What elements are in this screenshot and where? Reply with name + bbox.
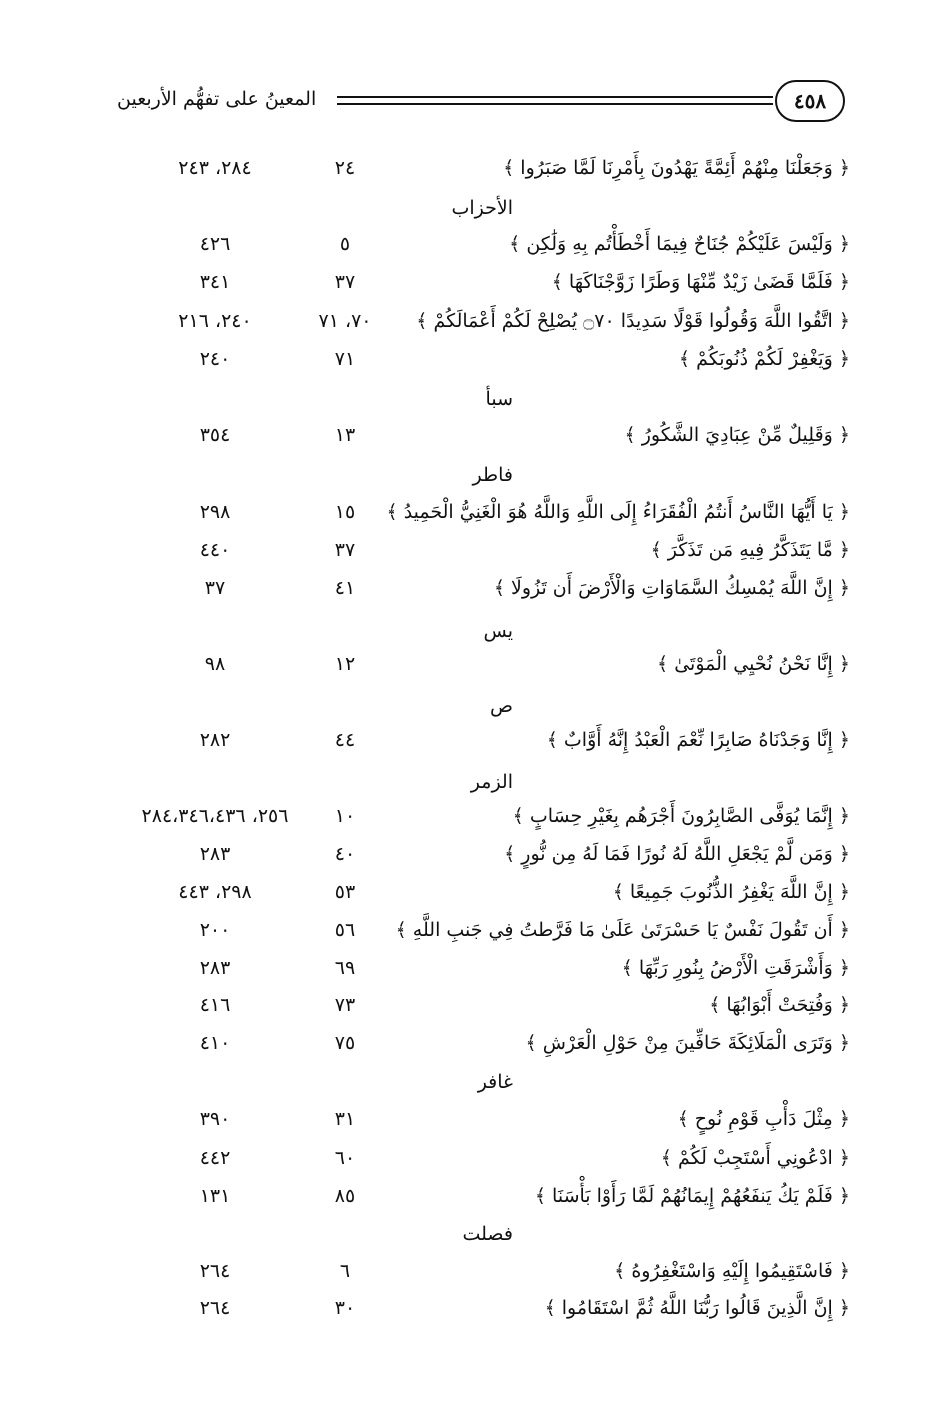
verse-text: ﴿ فَلَمَّا قَضَىٰ زَيْدٌ مِّنْهَا وَطَرًا زَوَّجْنَاكَهَا ﴾ bbox=[551, 271, 850, 293]
page-refs: ٢٨٣ bbox=[199, 957, 231, 979]
ayah-number: ٦ bbox=[339, 1260, 351, 1282]
ayah-number: ٢٤ bbox=[334, 157, 356, 179]
verse-row bbox=[0, 532, 945, 568]
verse-text: ﴿ وَيَغْفِرْ لَكُمْ ذُنُوبَكُمْ ﴾ bbox=[678, 348, 850, 370]
verse-row bbox=[0, 646, 945, 682]
ayah-number: ٥٦ bbox=[334, 919, 356, 941]
page-refs: ٢٤٠ bbox=[199, 348, 231, 370]
page-refs: ٢٨٢ bbox=[199, 729, 231, 751]
verse-text: ﴿ إِنَّ اللَّهَ يَغْفِرُ الذُّنُوبَ جَمِيعًا ﴾ bbox=[612, 881, 850, 903]
verse-text: ﴿ أَن تَقُولَ نَفْسٌ يَا حَسْرَتَىٰ عَلَىٰ مَا فَرَّطتُ فِي جَنبِ اللَّهِ ﴾ bbox=[395, 919, 850, 941]
page-refs: ٤٤٢ bbox=[199, 1147, 231, 1169]
page-refs: ٢٨٣ bbox=[199, 843, 231, 865]
ayah-number: ٣٧ bbox=[334, 539, 356, 561]
verse-text: ﴿ وَأَشْرَقَتِ الْأَرْضُ بِنُورِ رَبِّهَا ﴾ bbox=[621, 957, 850, 979]
surah-heading: فصلت bbox=[462, 1223, 513, 1245]
ayah-number: ٥ bbox=[339, 233, 351, 255]
verse-text: ﴿ وَجَعَلْنَا مِنْهُمْ أَئِمَّةً يَهْدُونَ بِأَمْرِنَا لَمَّا صَبَرُوا ﴾ bbox=[503, 157, 850, 179]
verse-text: ﴿ وَفُتِحَتْ أَبْوَابُهَا ﴾ bbox=[709, 994, 850, 1016]
page-header bbox=[105, 76, 845, 124]
verse-text: ﴿ ادْعُونِي أَسْتَجِبْ لَكُمْ ﴾ bbox=[660, 1147, 850, 1169]
page-refs: ٣٤١ bbox=[199, 271, 231, 293]
verse-row bbox=[0, 836, 945, 872]
ayah-number: ٤١ bbox=[334, 577, 356, 599]
ayah-number: ١٥ bbox=[334, 501, 356, 523]
ayah-number: ٣٧ bbox=[334, 271, 356, 293]
verse-text: ﴿ اتَّقُوا اللَّهَ وَقُولُوا قَوْلًا سَدِيدًا ۝٧٠ يُصْلِحْ لَكُمْ أَعْمَالَكُمْ ﴾ bbox=[416, 310, 850, 332]
verse-text: ﴿ يَا أَيُّهَا النَّاسُ أَنتُمُ الْفُقَرَاءُ إِلَى اللَّهِ وَاللَّهُ هُوَ الْغَنِيُّ الْحَمِيدُ ﴾ bbox=[386, 501, 850, 523]
verse-text: ﴿ وَقَلِيلٌ مِّنْ عِبَادِيَ الشَّكُورُ ﴾ bbox=[624, 424, 850, 446]
page-refs: ٢٦٤ bbox=[199, 1297, 231, 1319]
verse-text: ﴿ إِنَّ اللَّهَ يُمْسِكُ السَّمَاوَاتِ وَالْأَرْضَ أَن تَزُولَا ﴾ bbox=[493, 577, 850, 599]
verse-row bbox=[0, 1025, 945, 1061]
verse-row bbox=[0, 226, 945, 262]
page-refs: ٤١٦ bbox=[199, 994, 231, 1016]
surah-heading: الأحزاب bbox=[451, 197, 513, 219]
ayah-number: ١٠ bbox=[334, 805, 356, 827]
verse-row bbox=[0, 150, 945, 186]
ayah-number: ٣١ bbox=[334, 1108, 356, 1130]
page-refs: ٢٤٠، ٢١٦ bbox=[178, 310, 252, 332]
ayah-number: ٧٥ bbox=[334, 1032, 356, 1054]
page-refs: ٢٩٨، ٤٤٣ bbox=[178, 881, 252, 903]
verse-text: ﴿ وَتَرَى الْمَلَائِكَةَ حَافِّينَ مِنْ حَوْلِ الْعَرْشِ ﴾ bbox=[525, 1032, 850, 1054]
ayah-number: ٣٠ bbox=[334, 1297, 356, 1319]
verse-row bbox=[0, 341, 945, 377]
surah-heading: غافر bbox=[477, 1071, 513, 1093]
verse-text: ﴿ إِنَّمَا يُوَفَّى الصَّابِرُونَ أَجْرَهُم بِغَيْرِ حِسَابٍ ﴾ bbox=[512, 805, 850, 827]
page-refs: ١٣١ bbox=[199, 1185, 231, 1207]
page-refs: ٤٤٠ bbox=[199, 539, 231, 561]
page-refs: ٩٨ bbox=[204, 653, 226, 675]
verse-text: ﴿ إِنَّ الَّذِينَ قَالُوا رَبُّنَا اللَّهُ ثُمَّ اسْتَقَامُوا ﴾ bbox=[544, 1297, 850, 1319]
ayah-number: ٥٣ bbox=[334, 881, 356, 903]
surah-heading: الزمر bbox=[470, 771, 513, 793]
verse-row bbox=[0, 1253, 945, 1289]
page-refs: ٢٥٦، ٢٨٤،٣٤٦،٤٣٦ bbox=[141, 805, 289, 827]
ayah-number: ٧٠، ٧١ bbox=[318, 310, 372, 332]
running-title: المعينُ على تفهُّم الأربعين bbox=[117, 88, 317, 110]
page-refs: ٢٩٨ bbox=[199, 501, 231, 523]
ayah-number: ٤٠ bbox=[334, 843, 356, 865]
verse-text: ﴿ مَّا يَتَذَكَّرُ فِيهِ مَن تَذَكَّرَ ﴾ bbox=[650, 539, 850, 561]
verse-text: ﴿ فَاسْتَقِيمُوا إِلَيْهِ وَاسْتَغْفِرُوهُ ﴾ bbox=[614, 1260, 850, 1282]
verse-row bbox=[0, 1178, 945, 1214]
verse-row bbox=[0, 417, 945, 453]
verse-row bbox=[0, 303, 945, 339]
ayah-number: ٤٤ bbox=[334, 729, 356, 751]
verse-text: ﴿ إِنَّا وَجَدْنَاهُ صَابِرًا نِّعْمَ الْعَبْدُ إِنَّهُ أَوَّابٌ ﴾ bbox=[546, 729, 850, 751]
ayah-number: ٦٠ bbox=[334, 1147, 356, 1169]
surah-heading: سبأ bbox=[485, 388, 513, 410]
header-rule bbox=[337, 103, 773, 105]
ayah-number: ٨٥ bbox=[334, 1185, 356, 1207]
page-refs: ٢٠٠ bbox=[199, 919, 231, 941]
surah-heading: يس bbox=[483, 620, 513, 642]
verse-row bbox=[0, 570, 945, 606]
verse-text: ﴿ إِنَّا نَحْنُ نُحْيِي الْمَوْتَىٰ ﴾ bbox=[657, 653, 850, 675]
verse-row bbox=[0, 494, 945, 530]
verse-row bbox=[0, 1140, 945, 1176]
header-rule bbox=[337, 96, 773, 98]
verse-row bbox=[0, 1290, 945, 1326]
page-refs: ٤١٠ bbox=[199, 1032, 231, 1054]
ayah-number: ٧١ bbox=[334, 348, 356, 370]
surah-heading: ص bbox=[490, 695, 513, 717]
verse-text: ﴿ وَمَن لَّمْ يَجْعَلِ اللَّهُ لَهُ نُورًا فَمَا لَهُ مِن نُّورٍ ﴾ bbox=[504, 843, 850, 865]
surah-heading: فاطر bbox=[472, 464, 513, 486]
page-refs: ٢٨٤، ٢٤٣ bbox=[178, 157, 252, 179]
verse-row bbox=[0, 912, 945, 948]
page-refs: ٣٧ bbox=[204, 577, 226, 599]
page-refs: ٣٥٤ bbox=[199, 424, 231, 446]
page-refs: ٢٦٤ bbox=[199, 1260, 231, 1282]
verse-row bbox=[0, 987, 945, 1023]
ayah-number: ١٣ bbox=[334, 424, 356, 446]
verse-row bbox=[0, 798, 945, 834]
page-refs: ٤٢٦ bbox=[199, 233, 231, 255]
verse-row bbox=[0, 722, 945, 758]
ayah-number: ١٢ bbox=[334, 653, 356, 675]
page-refs: ٣٩٠ bbox=[199, 1108, 231, 1130]
ayah-number: ٦٩ bbox=[334, 957, 356, 979]
ayah-number: ٧٣ bbox=[334, 994, 356, 1016]
page-number: ٤٥٨ bbox=[775, 80, 845, 122]
verse-text: ﴿ مِثْلَ دَأْبِ قَوْمِ نُوحٍ ﴾ bbox=[677, 1108, 850, 1130]
verse-text: ﴿ فَلَمْ يَكُ يَنفَعُهُمْ إِيمَانُهُمْ لَمَّا رَأَوْا بَأْسَنَا ﴾ bbox=[534, 1185, 850, 1207]
verse-row bbox=[0, 874, 945, 910]
verse-text: ﴿ وَلَيْسَ عَلَيْكُمْ جُنَاحٌ فِيمَا أَخْطَأْتُم بِهِ وَلَٰكِن ﴾ bbox=[509, 233, 850, 255]
verse-row bbox=[0, 1101, 945, 1137]
verse-row bbox=[0, 950, 945, 986]
verse-row bbox=[0, 264, 945, 300]
